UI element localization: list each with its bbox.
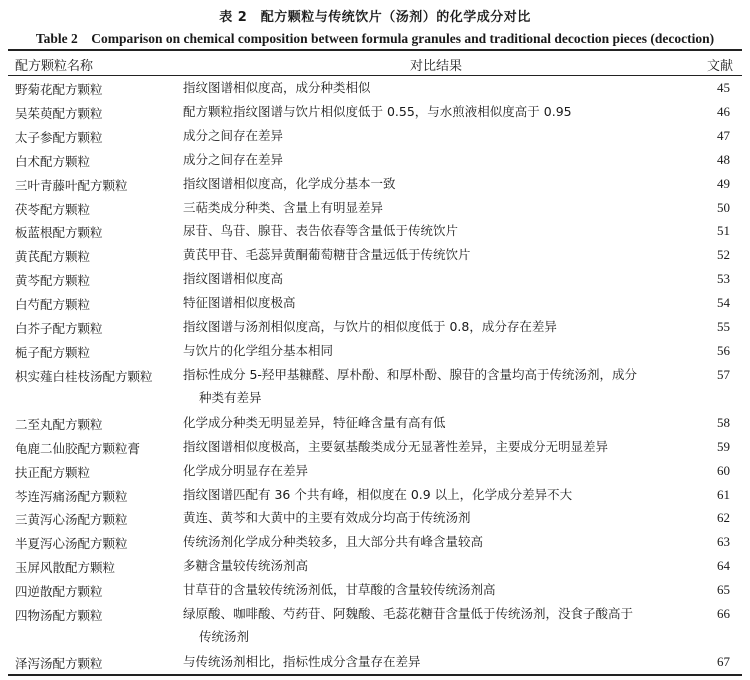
table-row (0, 556, 750, 579)
row-reference-number: 55 (717, 319, 730, 334)
row-formula-name: 半夏泻心汤配方颗粒 (15, 536, 128, 552)
result-line: 化学成分明显存在差异 (183, 462, 309, 478)
row-formula-name: 四逆散配方颗粒 (15, 584, 103, 600)
table-row (0, 341, 750, 364)
row-comparison-result (183, 124, 698, 147)
row-reference-number: 61 (717, 486, 730, 502)
row-formula-name: 白芍配方颗粒 (15, 297, 91, 313)
result-line: 传统汤剂化学成分种类较多，且大部分共有峰含量较高 (183, 534, 484, 550)
row-reference-number: 47 (717, 127, 730, 143)
row-formula-name: 太子参配方颗粒 (15, 129, 103, 145)
result-line: 成分之间存在差异 (183, 151, 284, 167)
table-row (0, 293, 750, 316)
row-reference-number: 67 (717, 654, 730, 669)
row-formula-name: 枳实薤白桂枝汤配方颗粒 (15, 368, 153, 384)
row-reference-number: 50 (717, 199, 730, 215)
result-line: 指纹图谱相似度高 (183, 271, 284, 287)
row-comparison-result (183, 243, 698, 266)
table-row (0, 317, 750, 340)
row-reference-number: 45 (717, 80, 730, 95)
row-reference-number: 60 (717, 462, 730, 478)
table-row (0, 485, 750, 508)
row-formula-name: 板蓝根配方颗粒 (15, 225, 103, 241)
row-formula-name: 玉屏风散配方颗粒 (15, 560, 116, 576)
result-line: 尿苷、鸟苷、腺苷、表告依春等含量低于传统饮片 (183, 223, 459, 239)
row-comparison-result (183, 578, 698, 601)
result-line: 黄芪甲苷、毛蕊异黄酮葡萄糖苷含量远低于传统饮片 (183, 247, 471, 263)
row-reference-number: 62 (717, 510, 730, 526)
table-row (0, 652, 750, 675)
table-row (0, 78, 750, 101)
row-formula-name: 三叶青藤叶配方颗粒 (15, 177, 128, 193)
row-formula-name: 白术配方颗粒 (15, 153, 91, 169)
result-line: 种类有差异 (199, 389, 262, 405)
row-formula-name: 芩连泻痛汤配方颗粒 (15, 488, 128, 504)
table-row (0, 126, 750, 149)
row-reference-number: 48 (717, 151, 730, 167)
row-formula-name: 白芥子配方颗粒 (15, 321, 103, 336)
table-row (0, 508, 750, 531)
row-comparison-result (183, 339, 698, 362)
row-reference-number: 52 (717, 247, 730, 263)
table-row (0, 269, 750, 292)
row-formula-name: 野菊花配方颗粒 (15, 82, 103, 97)
row-formula-name: 吴茱萸配方颗粒 (15, 105, 103, 121)
result-line: 指纹图谱相似度极高，主要氨基酸类成分无显著性差异，主要成分无明显差异 (183, 438, 609, 454)
row-formula-name: 龟鹿二仙胶配方颗粒膏 (15, 440, 141, 456)
table-row (0, 413, 750, 436)
row-comparison-result (183, 267, 698, 290)
table-row (0, 174, 750, 197)
result-line: 指纹图谱与汤剂相似度高，与饮片的相似度低于 0.8，成分存在差异 (183, 319, 557, 334)
row-reference-number: 54 (717, 295, 730, 311)
result-line: 传统汤剂 (199, 629, 250, 644)
bottom-rule (8, 674, 742, 676)
result-line: 多糖含量较传统汤剂高 (183, 558, 309, 574)
row-reference-number: 59 (717, 438, 730, 454)
row-comparison-result (183, 315, 698, 338)
table-row (0, 365, 750, 411)
result-line: 黄连、黄芩和大黄中的主要有效成分均高于传统汤剂 (183, 510, 471, 526)
table-row (0, 245, 750, 268)
table-row (0, 150, 750, 173)
result-line: 化学成分种类无明显差异，特征峰含量有高有低 (183, 414, 446, 430)
result-line: 指纹图谱相似度高，成分种类相似 (183, 80, 371, 95)
table-row (0, 221, 750, 244)
row-reference-number: 66 (717, 606, 730, 621)
result-line: 特征图谱相似度极高 (183, 295, 296, 311)
top-rule (8, 49, 742, 51)
row-reference-number: 56 (717, 342, 730, 358)
row-comparison-result (183, 291, 698, 314)
result-line: 与饮片的化学组分基本相同 (183, 342, 334, 358)
row-comparison-result (183, 530, 698, 553)
row-comparison-result (183, 506, 698, 529)
result-line: 三萜类成分种类、含量上有明显差异 (183, 199, 384, 215)
row-reference-number: 51 (717, 223, 730, 239)
row-reference-number: 58 (717, 414, 730, 430)
row-formula-name: 栀子配方颗粒 (15, 344, 91, 360)
row-comparison-result (183, 554, 698, 577)
result-line: 指标性成分 5-羟甲基糠醛、厚朴酚、和厚朴酚、腺苷的含量均高于传统汤剂，成分 (183, 366, 637, 382)
header-ref: 文献 (707, 59, 734, 74)
row-comparison-result (183, 76, 698, 99)
table-row (0, 580, 750, 603)
row-comparison-result (183, 483, 698, 506)
row-formula-name: 二至丸配方颗粒 (15, 416, 103, 432)
row-formula-name: 茯苓配方颗粒 (15, 201, 91, 217)
row-formula-name: 黄芩配方颗粒 (15, 273, 91, 289)
row-comparison-result (183, 172, 698, 195)
row-formula-name: 泽泻汤配方颗粒 (15, 656, 103, 671)
row-comparison-result (183, 100, 698, 123)
table-title-english: Table 2 Comparison on chemical composition between formula granules and traditional decoction pieces (decoction) (35, 31, 715, 46)
result-line: 甘草苷的含量较传统汤剂低，甘草酸的含量较传统汤剂高 (183, 582, 496, 598)
result-line: 指纹图谱匹配有 36 个共有峰，相似度在 0.9 以上，化学成分差异不大 (183, 486, 573, 502)
result-line: 成分之间存在差异 (183, 127, 284, 143)
table-row (0, 604, 750, 650)
table-row (0, 198, 750, 221)
table-row (0, 532, 750, 555)
row-reference-number: 63 (717, 534, 730, 550)
row-comparison-result (183, 602, 698, 648)
row-formula-name: 黄芪配方颗粒 (15, 249, 91, 265)
row-comparison-result (183, 219, 698, 242)
result-line: 与传统汤剂相比，指标性成分含量存在差异 (183, 654, 421, 669)
row-reference-number: 65 (717, 582, 730, 598)
table-row (0, 437, 750, 460)
row-comparison-result (183, 363, 698, 409)
row-comparison-result (183, 459, 698, 482)
table-title-chinese: 表 2 配方颗粒与传统饮片（汤剂）的化学成分对比 (219, 10, 531, 25)
result-line: 配方颗粒指纹图谱与饮片相似度低于 0.55，与水煎液相似度高于 0.95 (183, 103, 572, 119)
row-reference-number: 53 (717, 271, 730, 287)
row-comparison-result (183, 196, 698, 219)
table-row (0, 461, 750, 484)
row-reference-number: 64 (717, 558, 730, 574)
row-comparison-result (183, 148, 698, 171)
row-reference-number: 49 (717, 175, 730, 191)
row-formula-name: 扶正配方颗粒 (15, 464, 91, 480)
row-comparison-result (183, 411, 698, 434)
result-line: 绿原酸、咖啡酸、芍药苷、阿魏酸、毛蕊花糖苷含量低于传统汤剂，没食子酸高于 (183, 606, 634, 621)
header-result: 对比结果 (410, 59, 463, 74)
row-comparison-result (183, 435, 698, 458)
header-name: 配方颗粒名称 (15, 59, 94, 74)
result-line: 指纹图谱相似度高，化学成分基本一致 (183, 175, 396, 191)
row-reference-number: 46 (717, 103, 730, 119)
table-row (0, 102, 750, 125)
row-formula-name: 四物汤配方颗粒 (15, 608, 103, 623)
row-comparison-result (183, 650, 698, 673)
row-formula-name: 三黄泻心汤配方颗粒 (15, 512, 128, 528)
row-reference-number: 57 (717, 366, 730, 382)
